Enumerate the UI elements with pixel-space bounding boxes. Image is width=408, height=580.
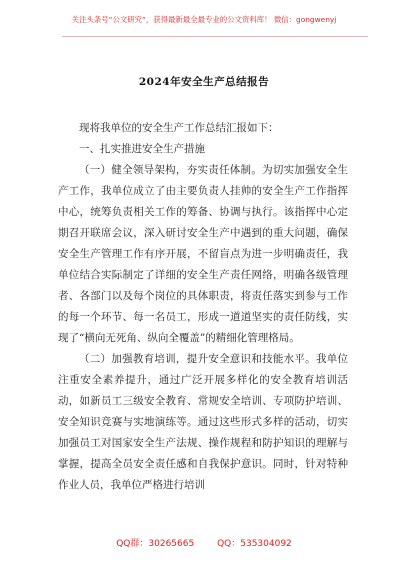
document-title: 2024年安全生产总结报告 (138, 76, 270, 88)
header-banner: 关注头条号“公文研究”，获得最新最全最专业的公文资料库！ 微信：gongwenyj (71, 15, 337, 24)
header-divider (62, 36, 368, 37)
section-heading: 一、扎实推进安全生产措施 (79, 143, 205, 155)
body-paragraph-1: （一）健全领导架构，夯实责任体制。为切实加强安全生产工作，我单位成立了由主要负责人挂帅的安全生产工作指挥中心，统筹负责相关工作的筹备、协调与执行。该指挥中心定期召开联席会议，深入研讨安全生产中遇到的重大问题，确保安全生产管理工作有序开展，不留盲点为进一步明确责任，我单位结合实际制定了详细的安全生产责任网络，明确各级管理者、各部门以及每个岗位的具体职责，将责任落实到参与工作的每一个环节、每一名员工，形成一道道坚实的责任防线，实现了“横向无死角、纵向全覆盖”的精细化管理格局。 (58, 164, 348, 344)
footer-qq: QQ：535304092 (217, 539, 292, 549)
document-body (58, 118, 348, 496)
body-paragraph-2: （二）加强教育培训，提升安全意识和技能水平。我单位注重安全素养提升，通过广泛开展多样化的安全教育培训活动，如新员工三级安全教育、常规安全培训、专项防护培训、安全知识竞赛与实地演练等。通过这些形式多样的活动，切实加强员工对国家安全生产法规、操作规程和防护知识的理解与掌握，提高全员安全责任感和自我保护意识。同时，针对特种作业人员，我单位严格进行培训 (58, 353, 348, 491)
footer-contact (0, 536, 408, 549)
intro-paragraph: 现将我单位的安全生产工作总结汇报如下： (79, 122, 279, 134)
footer-qq-group: QQ群：30265665 (116, 539, 195, 549)
